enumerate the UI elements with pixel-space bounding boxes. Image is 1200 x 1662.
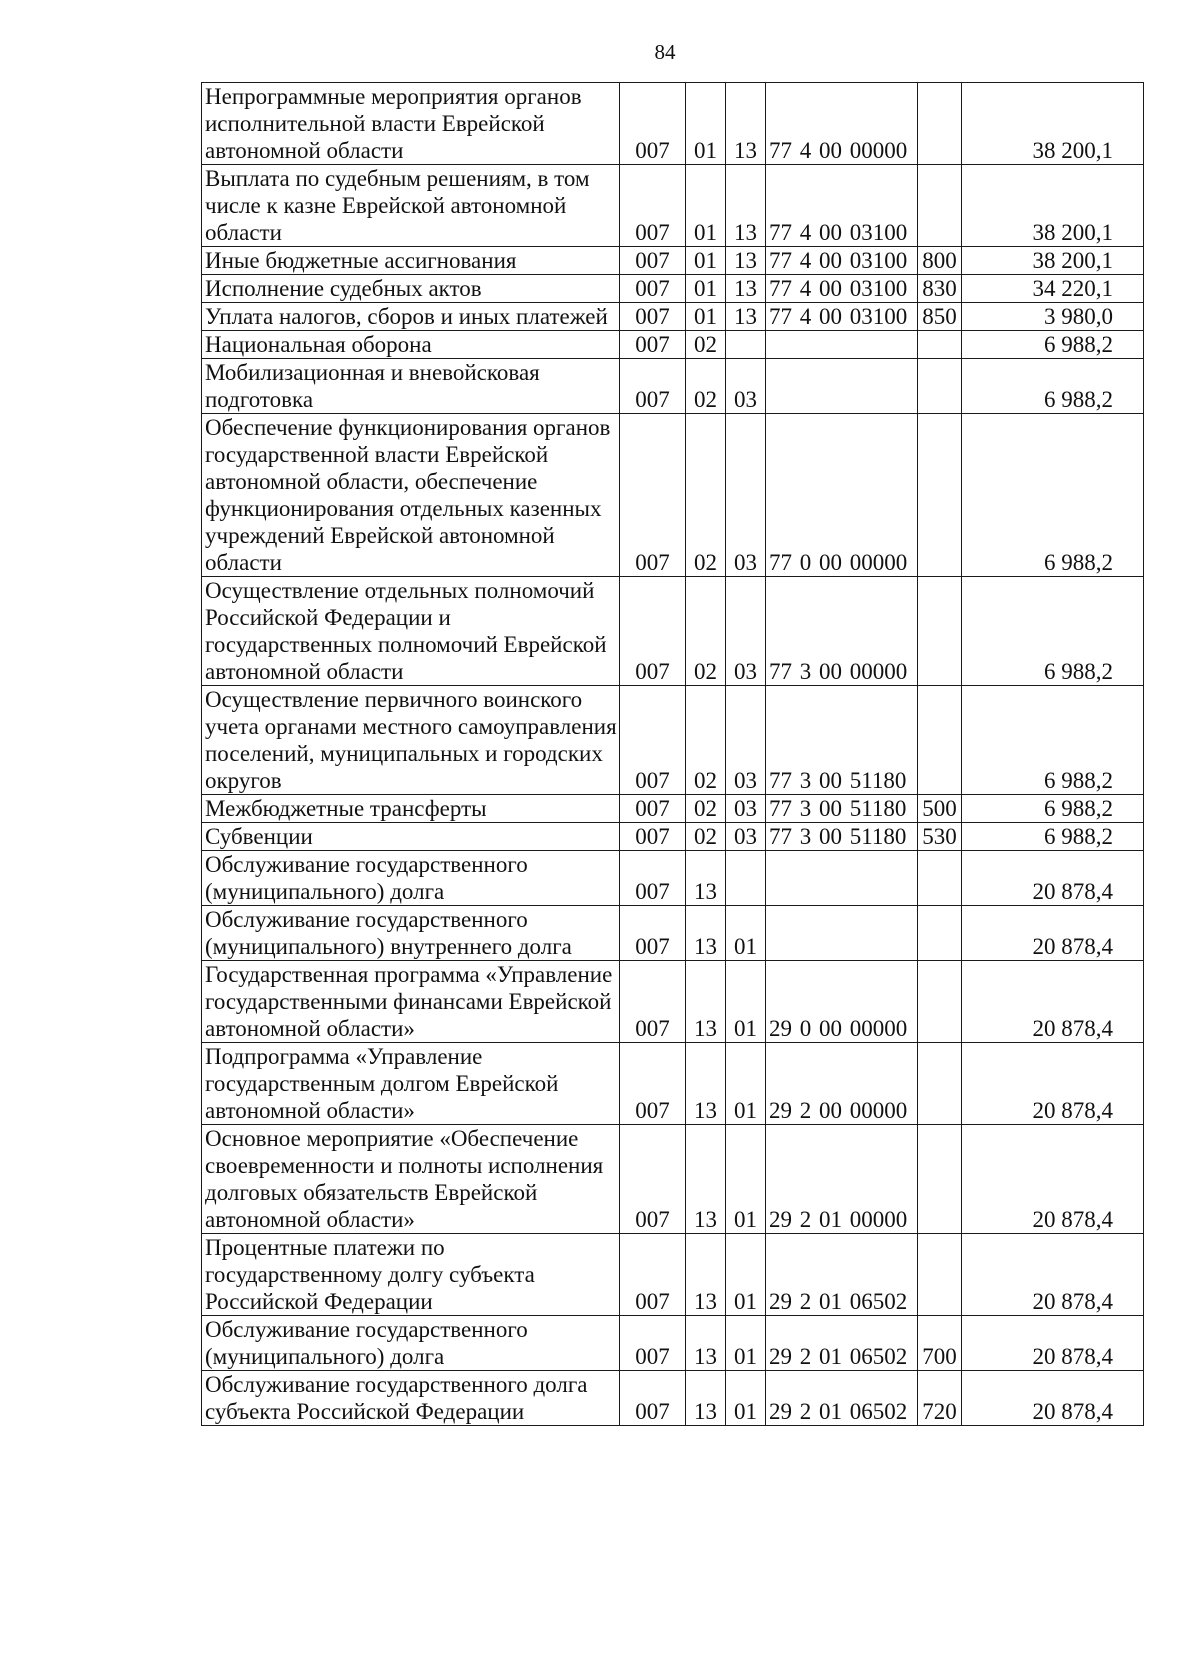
- row-expense-type: 530: [918, 823, 962, 851]
- row-subsection-code: 03: [726, 795, 766, 823]
- row-ved-code: 007: [620, 577, 686, 686]
- row-section-code: 13: [686, 906, 726, 961]
- row-ved-code: 007: [620, 1043, 686, 1125]
- row-amount: 20 878,4: [962, 1043, 1144, 1125]
- row-expense-type: [918, 851, 962, 906]
- row-target-article: 77 3 00 51180: [766, 823, 918, 851]
- row-amount: 20 878,4: [962, 906, 1144, 961]
- row-amount: 38 200,1: [962, 83, 1144, 165]
- table-row: [202, 686, 1144, 795]
- row-target-article: 77 4 00 03100: [766, 303, 918, 331]
- row-name: Выплата по судебным решениям, в том числе к казне Еврейской автономной области: [202, 165, 620, 247]
- table-row: [202, 275, 1144, 303]
- row-amount: 20 878,4: [962, 1234, 1144, 1316]
- row-target-article: [766, 359, 918, 414]
- row-expense-type: [918, 961, 962, 1043]
- row-subsection-code: 01: [726, 1043, 766, 1125]
- row-section-code: 13: [686, 851, 726, 906]
- row-section-code: 02: [686, 686, 726, 795]
- row-name: Обеспечение функционирования органов государственной власти Еврейской автономной области, обеспечение функционирования отдельных казенных учреждений Еврейской автономной области: [202, 414, 620, 577]
- row-amount: 38 200,1: [962, 247, 1144, 275]
- row-ved-code: 007: [620, 275, 686, 303]
- row-section-code: 02: [686, 331, 726, 359]
- row-target-article: 77 4 00 00000: [766, 83, 918, 165]
- row-expense-type: [918, 165, 962, 247]
- row-subsection-code: 13: [726, 275, 766, 303]
- table-body: [202, 83, 1144, 1426]
- row-section-code: 13: [686, 961, 726, 1043]
- row-ved-code: 007: [620, 1234, 686, 1316]
- row-expense-type: 720: [918, 1371, 962, 1426]
- row-amount: 34 220,1: [962, 275, 1144, 303]
- table-row: [202, 795, 1144, 823]
- row-ved-code: 007: [620, 823, 686, 851]
- row-name: Иные бюджетные ассигнования: [202, 247, 620, 275]
- row-subsection-code: 01: [726, 906, 766, 961]
- row-expense-type: [918, 1234, 962, 1316]
- row-expense-type: [918, 83, 962, 165]
- row-expense-type: [918, 414, 962, 577]
- row-ved-code: 007: [620, 359, 686, 414]
- table-row: [202, 165, 1144, 247]
- row-amount: 20 878,4: [962, 1371, 1144, 1426]
- row-target-article: [766, 851, 918, 906]
- row-ved-code: 007: [620, 851, 686, 906]
- table-row: [202, 1125, 1144, 1234]
- row-ved-code: 007: [620, 303, 686, 331]
- row-section-code: 01: [686, 165, 726, 247]
- row-ved-code: 007: [620, 961, 686, 1043]
- row-amount: 6 988,2: [962, 577, 1144, 686]
- row-section-code: 01: [686, 247, 726, 275]
- table-row: [202, 1234, 1144, 1316]
- row-expense-type: 800: [918, 247, 962, 275]
- row-subsection-code: 01: [726, 1125, 766, 1234]
- row-amount: 38 200,1: [962, 165, 1144, 247]
- row-target-article: 77 3 00 51180: [766, 686, 918, 795]
- row-target-article: 29 2 01 06502: [766, 1371, 918, 1426]
- row-name: Обслуживание государственного (муниципального) долга: [202, 1316, 620, 1371]
- page-number: 84: [654, 40, 676, 64]
- row-name: Обслуживание государственного (муниципального) долга: [202, 851, 620, 906]
- row-amount: 6 988,2: [962, 331, 1144, 359]
- row-ved-code: 007: [620, 165, 686, 247]
- table-row: [202, 303, 1144, 331]
- row-ved-code: 007: [620, 686, 686, 795]
- row-subsection-code: 01: [726, 1234, 766, 1316]
- row-target-article: 77 4 00 03100: [766, 165, 918, 247]
- row-section-code: 02: [686, 359, 726, 414]
- row-section-code: 13: [686, 1371, 726, 1426]
- row-name: Уплата налогов, сборов и иных платежей: [202, 303, 620, 331]
- row-section-code: 13: [686, 1125, 726, 1234]
- row-name: Государственная программа «Управление государственными финансами Еврейской автономной области»: [202, 961, 620, 1043]
- row-expense-type: 700: [918, 1316, 962, 1371]
- row-amount: 6 988,2: [962, 823, 1144, 851]
- row-amount: 6 988,2: [962, 414, 1144, 577]
- row-ved-code: 007: [620, 83, 686, 165]
- row-subsection-code: 03: [726, 686, 766, 795]
- row-name: Мобилизационная и вневойсковая подготовка: [202, 359, 620, 414]
- table-row: [202, 414, 1144, 577]
- table-row: [202, 577, 1144, 686]
- table-row: [202, 359, 1144, 414]
- table-row: [202, 906, 1144, 961]
- row-ved-code: 007: [620, 1371, 686, 1426]
- row-target-article: [766, 331, 918, 359]
- row-ved-code: 007: [620, 1316, 686, 1371]
- row-expense-type: [918, 906, 962, 961]
- table-row: [202, 823, 1144, 851]
- row-name: Субвенции: [202, 823, 620, 851]
- row-target-article: 29 2 01 06502: [766, 1234, 918, 1316]
- row-subsection-code: [726, 331, 766, 359]
- table-row: [202, 83, 1144, 165]
- row-amount: 6 988,2: [962, 359, 1144, 414]
- row-name: Национальная оборона: [202, 331, 620, 359]
- row-section-code: 02: [686, 414, 726, 577]
- row-subsection-code: [726, 851, 766, 906]
- row-section-code: 02: [686, 577, 726, 686]
- row-subsection-code: 01: [726, 961, 766, 1043]
- row-section-code: 02: [686, 795, 726, 823]
- row-subsection-code: 01: [726, 1371, 766, 1426]
- row-amount: 20 878,4: [962, 1125, 1144, 1234]
- row-amount: 6 988,2: [962, 686, 1144, 795]
- table-row: [202, 247, 1144, 275]
- row-ved-code: 007: [620, 247, 686, 275]
- row-target-article: 29 2 01 00000: [766, 1125, 918, 1234]
- row-section-code: 01: [686, 83, 726, 165]
- row-ved-code: 007: [620, 331, 686, 359]
- row-subsection-code: 13: [726, 83, 766, 165]
- row-expense-type: [918, 331, 962, 359]
- row-subsection-code: 13: [726, 247, 766, 275]
- row-target-article: 77 3 00 00000: [766, 577, 918, 686]
- table-row: [202, 961, 1144, 1043]
- row-expense-type: [918, 359, 962, 414]
- row-name: Межбюджетные трансферты: [202, 795, 620, 823]
- row-name: Исполнение судебных актов: [202, 275, 620, 303]
- row-subsection-code: 03: [726, 577, 766, 686]
- row-expense-type: 850: [918, 303, 962, 331]
- row-name: Подпрограмма «Управление государственным долгом Еврейской автономной области»: [202, 1043, 620, 1125]
- row-name: Обслуживание государственного долга субъекта Российской Федерации: [202, 1371, 620, 1426]
- row-target-article: [766, 906, 918, 961]
- row-name: Осуществление первичного воинского учета органами местного самоуправления поселений, муниципальных и городских округов: [202, 686, 620, 795]
- row-section-code: 13: [686, 1234, 726, 1316]
- row-expense-type: 500: [918, 795, 962, 823]
- table-row: [202, 1043, 1144, 1125]
- row-target-article: 29 2 01 06502: [766, 1316, 918, 1371]
- row-subsection-code: 03: [726, 823, 766, 851]
- row-target-article: 77 4 00 03100: [766, 247, 918, 275]
- row-subsection-code: 03: [726, 414, 766, 577]
- row-section-code: 01: [686, 275, 726, 303]
- row-subsection-code: 13: [726, 165, 766, 247]
- row-name: Обслуживание государственного (муниципального) внутреннего долга: [202, 906, 620, 961]
- row-amount: 6 988,2: [962, 795, 1144, 823]
- row-target-article: 77 0 00 00000: [766, 414, 918, 577]
- row-subsection-code: 13: [726, 303, 766, 331]
- row-expense-type: [918, 1125, 962, 1234]
- row-expense-type: 830: [918, 275, 962, 303]
- row-target-article: 29 0 00 00000: [766, 961, 918, 1043]
- row-target-article: 77 4 00 03100: [766, 275, 918, 303]
- row-subsection-code: 01: [726, 1316, 766, 1371]
- row-ved-code: 007: [620, 414, 686, 577]
- row-target-article: 77 3 00 51180: [766, 795, 918, 823]
- row-section-code: 13: [686, 1043, 726, 1125]
- row-section-code: 01: [686, 303, 726, 331]
- row-section-code: 13: [686, 1316, 726, 1371]
- row-name: Осуществление отдельных полномочий Российской Федерации и государственных полномочий Еврейской автономной области: [202, 577, 620, 686]
- row-expense-type: [918, 686, 962, 795]
- table-row: [202, 851, 1144, 906]
- row-target-article: 29 2 00 00000: [766, 1043, 918, 1125]
- row-amount: 20 878,4: [962, 851, 1144, 906]
- row-amount: 3 980,0: [962, 303, 1144, 331]
- row-name: Непрограммные мероприятия органов исполнительной власти Еврейской автономной области: [202, 83, 620, 165]
- row-ved-code: 007: [620, 906, 686, 961]
- row-name: Основное мероприятие «Обеспечение своевременности и полноты исполнения долговых обязательств Еврейской автономной области»: [202, 1125, 620, 1234]
- row-subsection-code: 03: [726, 359, 766, 414]
- row-ved-code: 007: [620, 795, 686, 823]
- table-row: [202, 331, 1144, 359]
- row-expense-type: [918, 577, 962, 686]
- budget-table: [201, 82, 1144, 1426]
- table-row: [202, 1371, 1144, 1426]
- row-ved-code: 007: [620, 1125, 686, 1234]
- row-name: Процентные платежи по государственному долгу субъекта Российской Федерации: [202, 1234, 620, 1316]
- row-amount: 20 878,4: [962, 1316, 1144, 1371]
- row-expense-type: [918, 1043, 962, 1125]
- row-amount: 20 878,4: [962, 961, 1144, 1043]
- row-section-code: 02: [686, 823, 726, 851]
- table-row: [202, 1316, 1144, 1371]
